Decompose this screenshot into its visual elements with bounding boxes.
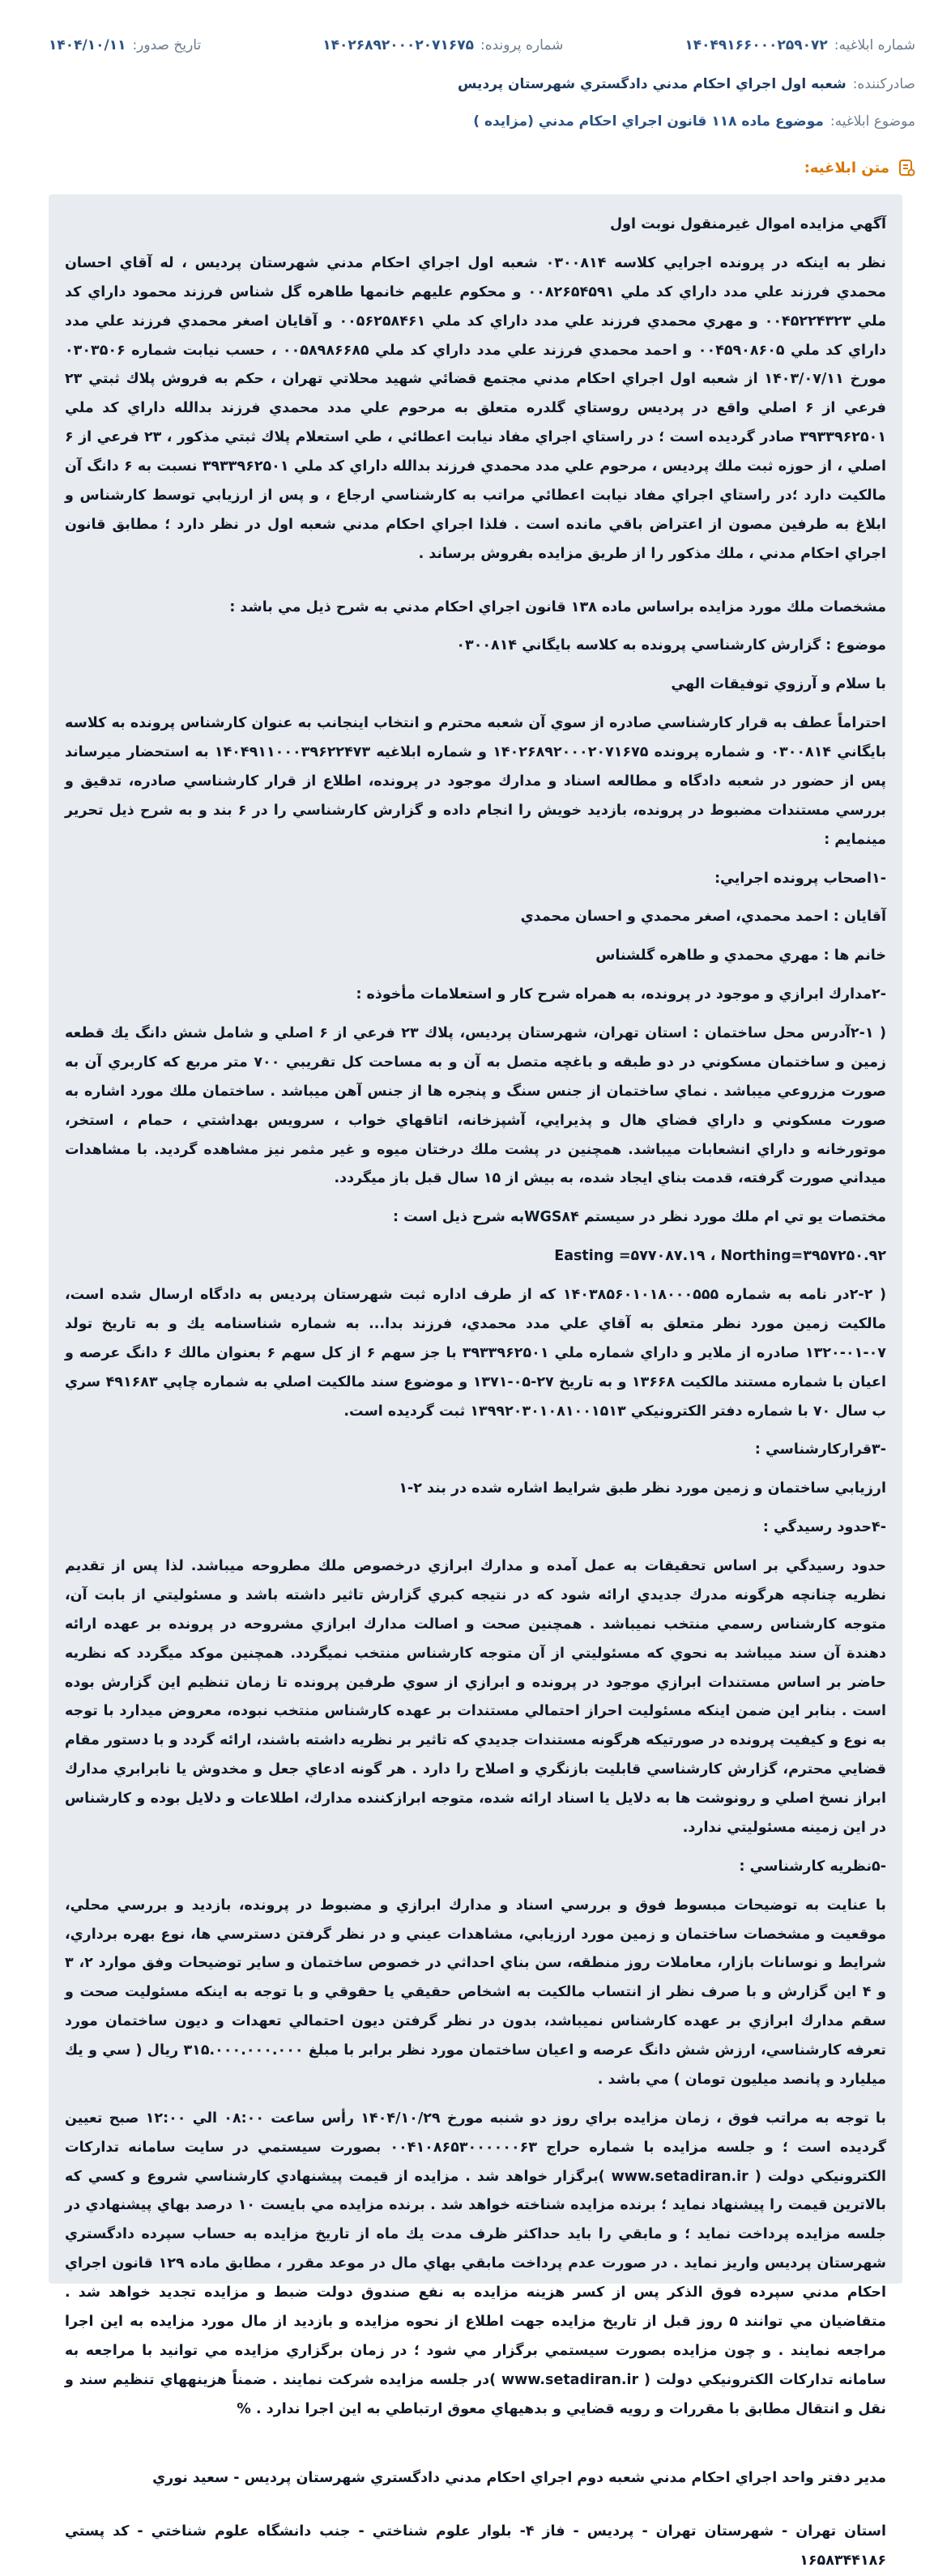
notice-text-title: متن ابلاغیه:: [804, 159, 889, 177]
paragraph-parties-heading: -۱اصحاب پرونده اجرايي:: [714, 870, 886, 887]
document-icon: [898, 159, 915, 177]
paragraph-opinion: با عنايت به توضيحات مبسوط فوق و بررسي اسناد و مدارك ابرازي و مضبوط در پرونده، بازديد و بررسي محلي، موقعيت و مشخصات ساختمان و زمين مورد ارزيابي، مشاهدات عيني و در نظر گرفتن دسترسي ها، نوع بهره برداري، شرايط و نوسانات بازار، معاملات روز منطقه، سن بناي احداثي در خصوص ساختمان و ساير توضيحات وفق موارد ۲، ۳ و ۴ اين گزارش و با صرف نظر از انتساب مالكيت به اشخاص حقيقي يا حقوقي و با توجه به اينكه مسئوليت صحت و سقم مدارك ابرازي بر عهده كارشناس نميباشد، بدون در نظر گرفتن ديون احتمالي تعهدات و ديون ساختمان مورد تعرفه كارشناسي، ارزش شش دانگ عرصه و اعيان ساختمان مورد نظر برابر با مبلغ ۳۱۵.۰۰۰.۰۰۰.۰۰۰ ريال ( سي و يك ميليارد و پانصد ميليون تومان ) مي باشد .: [65, 1897, 886, 2088]
notice-text-heading: [804, 159, 915, 177]
paragraph-auction-terms: با توجه به مراتب فوق ، زمان مزايده براي روز دو شنبه مورخ ۱۴۰۴/۱۰/۲۹ رأس ساعت ۰۸:۰۰ الي ۱۲:۰۰ صبح تعيين گرديده است ؛ و جلسه مزايده با شماره حراج ۰۰۴۱۰۸۶۵۳۰۰۰۰۰۰۶۳ بصورت سيستمي در سايت سامانه تداركات الكترونيكي دولت ( www.setadiran.ir )برگزار خواهد شد . مزايده از قيمت پيشنهادي كارشناسي شروع و كسي كه بالاترين قيمت را پيشنهاد نمايد ؛ برنده مزايده شناخته خواهد شد . برنده مزايده مي بايست ۱۰ درصد بهاي پيشنهادي در جلسه مزايده پرداخت نمايد ؛ و مابقي را بايد حداكثر ظرف مدت يك ماه از تاريخ مزايده به حساب سپرده دادگستري شهرستان پرديس واريز نمايد . در صورت عدم پرداخت مابقي بهاي مال در موعد مقرر ، مطابق ماده ۱۲۹ قانون اجراي احكام مدني سپرده فوق الذكر پس از كسر هزينه مزايده به نفع صندوق دولت ضبط و مزايده تجديد خواهد شد . متقاضيان مي توانند ۵ روز قبل از تاريخ مزايده جهت اطلاع از نحوه مزايده و بازديد از مال مورد مزايده به اين اجرا مراجعه نمايند . و چون مزايده بصورت سيستمي برگزار مي شود ؛ در زمان برگزاري مزايده مي توانيد با مراجعه به سامانه تداركات الكترونيكي دولت ( www.setadiran.ir )در جلسه مزايده شركت نمايند . ضمناً هزينههاي تنظيم سند و نقل و انتقال مطابق با مقررات و رويه قضايي و بدهيهاي معوق ارتباطي به اين اجرا ندارد . %: [65, 2110, 887, 2417]
paragraph-documents-heading: -۲مدارك ابرازي و موجود در پرونده، به همراه شرح كار و استعلامات مأخوذه :: [356, 986, 886, 1003]
issue-date-label: تاریخ صدور:: [132, 37, 202, 53]
notice-body: [49, 194, 902, 2570]
paragraph-address: ( ۲-۱آدرس محل ساختمان : استان تهران، شهرستان پرديس، پلاك ۲۳ فرعي از ۶ اصلي و شامل شش دانگ يك قطعه زمين و ساختمان مسكوني در دو طبقه و باغچه متصل به آن و به مساحت كل تقريبي ۷۰۰ متر مربع كه كاربري آن به صورت مزروعي ميباشد . نماي ساختمان از جنس سنگ و پنجره ها از جنس آهن ميباشد . ساختمان ملك مورد اشاره به صورت مسكوني و داراي فضاي هال و پذيرايي، آشپزخانه، اتاقهاي خواب ، سرويس بهداشتي ، حمام ، استخر، موتورخانه و داراي انشعابات ميباشد. همچنين در پشت ملك درختان ميوه و غير مثمر نيز مشاهده گرديد. با مشاهدات ميداني صورت گرفته، قدمت بناي ايجاد شده، به بيش از ۱۵ سال قبل باز ميگردد.: [65, 1025, 886, 1187]
paragraph-opinion-heading: -۵نظريه كارشناسي :: [739, 1858, 886, 1875]
paragraph-scope: حدود رسيدگي بر اساس تحقيقات به عمل آمده و مدارك ابرازي درخصوص ملك مطروحه ميباشد. لذا پس از تقديم نظريه چنانچه هرگونه مدرك جديدي ارائه شود كه در نتيجه كبري گزارش تاثير داشته باشد و مسئوليتي از بابت آن، متوجه كارشناس رسمي منتخب نميباشد . همچنين صحت و اصالت مدارك ابرازي مشروحه در پرونده بر عهده ارائه دهندة آن سند ميباشد به نحوي كه مسئوليتي از آن متوجه كارشناس منتخب نميگردد. همچنين موكد ميگردد كه نظريه حاضر بر اساس مستندات ابرازي موجود در پرونده و ابرازي از سوي طرفين پرونده تا زمان تنظيم اين گزارش بوده است . بنابر اين ضمن اينكه مسئوليت احراز احتمالي مستندات بر عهده كارشناس منتخب نبوده، معروض ميدارد با توجه به نوع و كيفيت پرونده در صورتيكه هرگونه مستندات جديدي كه تاثير بر نظريه داشته باشند، ارائه گردد و با دستور مقام قضايي محترم، گزارش كارشناسي قابليت بازنگري و اصلاح را دارد . هر گونه ادعاي جعل و مخدوش يا نابرابري مدارك ابراز نسخ اصلي و رونوشت ها به دلايل يا اسناد ارائه شده، متوجه ابرازكننده مدارك، اطلاعات و دلايل بوده و كارشناس در اين زمينه مسئوليتي ندارد.: [65, 1558, 886, 1836]
subject-value: موضوع ماده ۱۱۸ قانون اجراي احكام مدني (مزايده ): [473, 113, 824, 130]
paragraph-parties-men: آقايان : احمد محمدي، اصغر محمدي و احسان محمدي: [520, 909, 886, 926]
subject-row: [36, 113, 915, 130]
issue-date: [49, 37, 201, 53]
issue-date-value: ۱۴۰۴/۱۰/۱۱: [49, 37, 126, 53]
paragraph-expert-order: ارزيابي ساختمان و زمين مورد نظر طبق شرايط اشاره شده در بند ۲-۱: [399, 1480, 886, 1497]
case-number-value: ۱۴۰۲۶۸۹۲۰۰۰۲۰۷۱۶۷۵: [322, 37, 474, 53]
issuer-value: شعبه اول اجراي احكام مدني دادگستري شهرستان پرديس: [458, 76, 847, 92]
paragraph-registry-letter: ( ۲-۲در نامه به شماره ۱۴۰۳۸۵۶۰۱۰۱۸۰۰۰۵۵۵ كه از طرف اداره ثبت شهرستان پرديس به دادگاه ارسال شده است، مالكيت زمين مورد نظر متعلق به آقاي علي مدد محمدي، فرزند بدا... به شماره شناسنامه يك و به تاريخ تولد ۰۷-۰۱-۱۳۲۰ صادره از ملاير و داراي شماره ملي ۳۹۳۳۹۶۲۵۰۱ با جز سهم ۶ از كل سهم ۶ بعنوان مالك ۶ دانگ عرصه و اعيان با شماره مستند مالكيت ۱۳۶۶۸ و به تاريخ ۲۷-۰۵-۱۳۷۱ و موضوع سند مالكيت اصلي به شماره چاپي ۴۹۱۶۸۳ سري ب سال ۷۰ با شماره دفتر الكترونيكي ۱۳۹۹۲۰۳۰۱۰۸۱۰۰۱۵۱۳ ثبت گرديده است.: [65, 1287, 886, 1420]
paragraph-greeting: با سلام و آرزوي توفيقات الهي: [671, 676, 886, 693]
subject-label: موضوع ابلاغیه:: [829, 113, 915, 130]
notice-number-value: ۱۴۰۴۹۱۶۶۰۰۰۲۵۹۰۷۲: [684, 37, 828, 53]
notice-number: [684, 37, 915, 53]
case-number-label: شماره پرونده:: [480, 37, 564, 53]
case-number: [322, 37, 563, 53]
paragraph-subject: موضوع : گزارش كارشناسي پرونده به كلاسه بايگاني ۰۳۰۰۸۱۴: [456, 637, 886, 654]
issuer-label: صادرکننده:: [852, 76, 915, 92]
paragraph-intro: نظر به اينكه در پرونده اجرايي كلاسه ۰۳۰۰۸۱۴ شعبه اول اجراي احكام مدني شهرستان پرديس ، له آقاي احسان محمدي فرزند علي مدد داراي كد ملي ۰۰۸۲۶۵۴۵۹۱ و محكوم عليهم خانمها طاهره گل شناس فرزند محمود داراي كد ملي ۰۰۴۵۲۲۴۳۲۳ و مهري محمدي فرزند علي مدد داراي كد ملي ۰۰۵۶۲۵۸۴۶۱ و آقايان اصغر محمدي فرزند علي مدد داراي كد ملي ۰۰۴۵۹۰۸۶۰۵ و احمد محمدي فرزند علي مدد داراي كد ملي ۰۰۵۸۹۸۶۶۸۵ ، حسب نيابت شماره ۰۳۰۳۵۰۶ مورخ ۱۴۰۳/۰۷/۱۱ از شعبه اول اجراي احكام مدني مجتمع قضائي شهيد محلاتي تهران ، حكم به فروش پلاك ثبتي ۲۳ فرعي از ۶ اصلي واقع در پرديس روستاي گلدره متعلق به مرحوم علي مدد محمدي فرزند بدالله داراي كد ملي ۳۹۳۳۹۶۲۵۰۱ صادر گرديده است ؛ در راستاي اجراي مفاد نيابت اعطائي ، طي استعلام پلاك ثبتي مذكور ، ۲۳ فرعي از ۶ اصلي ، از حوزه ثبت ملك پرديس ، مرحوم علي مدد محمدي فرزند بدالله داراي كد ملي ۳۹۳۳۹۶۲۵۰۱ نسبت به ۶ دانگ آن مالكيت دارد ؛در راستاي اجراي مفاد نيابت اعطائي مراتب به كارشناسي ارجاع ، و پس از ارزيابي توسط كارشناس و ابلاغ به طرفين مصون از اعتراض باقي مانده است . فلذا اجراي احكام مدني شعبه اول در نظر دارد ؛ مطابق قانون اجراي احكام مدني ، ملك مذكور را از طريق مزايده بفروش برساند .: [65, 254, 887, 562]
paragraph-expert-order-heading: -۳قراركارشناسي :: [754, 1441, 886, 1458]
notice-number-label: شماره ابلاغیه:: [834, 37, 915, 53]
auction-title: آگهي مزايده اموال غيرمنقول نوبت اول: [609, 216, 886, 232]
paragraph-address-footer: استان تهران - شهرستان تهران - پرديس - فاز ۴- بلوار علوم شناختي - جنب دانشگاه علوم شناختي - كد پستي ۱۶۵۸۳۴۴۱۸۶: [65, 2523, 887, 2570]
paragraph-signature: مدير دفتر واحد اجراي احكام مدني شعبه دوم اجراي احكام مدني دادگستري شهرستان پرديس - سعيد نوري: [152, 2470, 886, 2487]
meta-row: [36, 37, 915, 53]
paragraph-utm-coords: Easting =۵۷۷۰۸۷.۱۹ ، Northing=۳۹۵۷۲۵۰.۹۲: [554, 1248, 886, 1265]
notice-header: [36, 37, 915, 130]
paragraph-expert-intro: احتراماً عطف به قرار كارشناسي صادره از سوي آن شعبه محترم و انتخاب اينجانب به عنوان كارشناس پرونده به كلاسه بايگاني ۰۳۰۰۸۱۴ و شماره پرونده ۱۴۰۲۶۸۹۲۰۰۰۲۰۷۱۶۷۵ و شماره ابلاغيه ۱۴۰۴۹۱۱۰۰۰۳۹۶۲۲۴۷۳ به استحضار ميرساند پس از حضور در شعبه دادگاه و مطالعه اسناد و مدارك موجود در پرونده، اطلاع از قرار كارشناسي صادره، تدقيق و بررسي مستندات مضبوط در پرونده، بازديد خويش را انجام داده و گزارش كارشناسي را در ۶ بند و به شرح ذيل تحرير مينمايم :: [65, 715, 887, 848]
paragraph-specs-heading: مشخصات ملك مورد مزايده براساس ماده ۱۳۸ قانون اجراي احكام مدني به شرح ذيل مي باشد :: [229, 598, 886, 615]
paragraph-utm-heading: مختصات يو تي ام ملك مورد نظر در سيستم WGS۸۴به شرح ذيل است :: [392, 1209, 886, 1226]
paragraph-scope-heading: -۴حدود رسيدگي :: [762, 1519, 886, 1536]
paragraph-parties-women: خانم ها : مهري محمدي و طاهره گلشناس: [595, 947, 886, 964]
issuer-row: [36, 76, 915, 92]
